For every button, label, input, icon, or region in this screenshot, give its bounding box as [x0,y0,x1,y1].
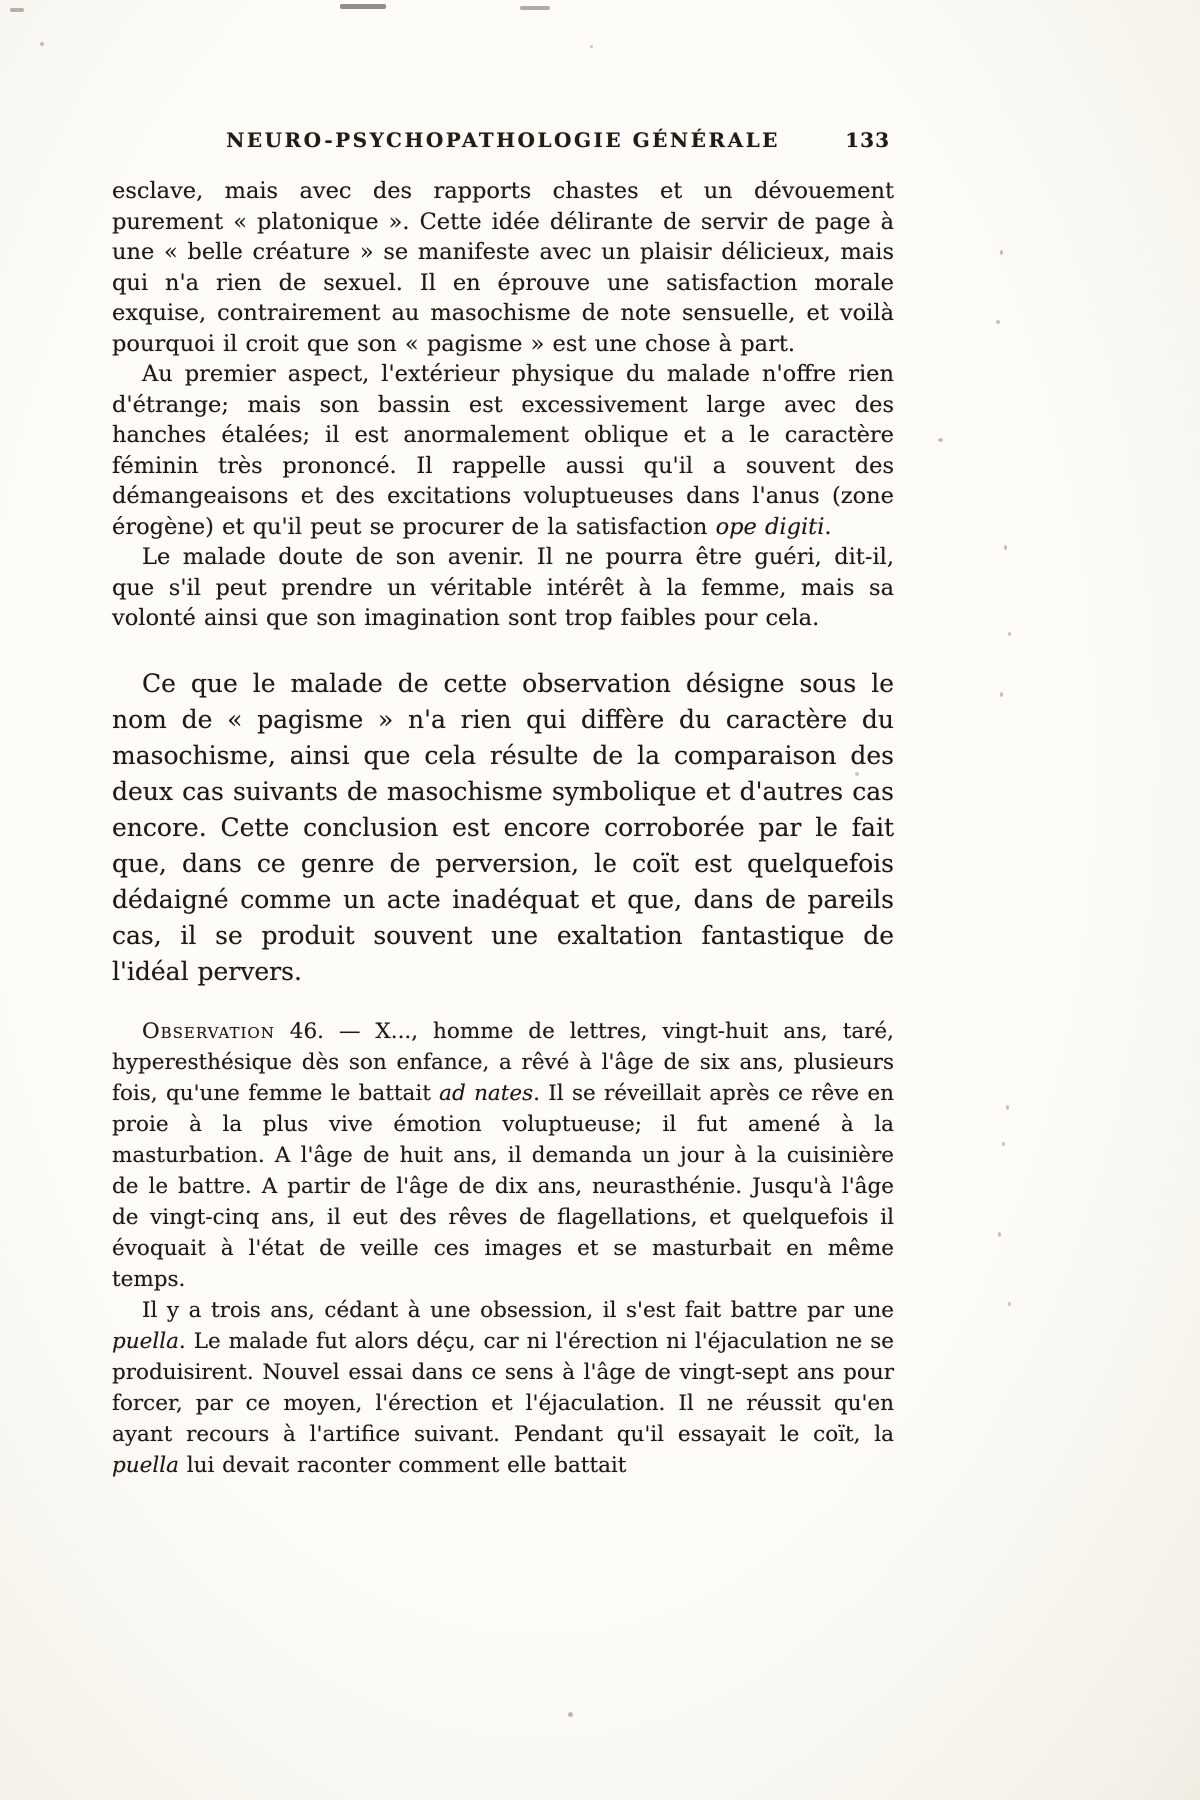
paragraph [112,1016,894,1295]
scan-artifact [520,6,550,10]
text-segment: lui devait raconter comment elle battait [178,1452,627,1478]
speck [998,1232,1001,1237]
text-segment: . Le malade fut alors déçu, car ni l'érection ni l'éjaculation ne se produisirent. Nouvel essai dans ce sens à l'âge de vingt-sept ans pour forcer, par ce moyen, l'érection et l'éjaculation. Il ne réussit qu'en ayant recours à l'artifice suivant. Pendant qu'il essayait le coït, la [112,1328,894,1447]
text-segment: Il y a trois ans, cédant à une obsession, il s'est fait battre par une [142,1297,894,1323]
speck [996,320,1000,324]
speck [855,772,859,776]
paragraph [112,666,894,990]
speck [1002,1142,1005,1146]
speck [568,1712,573,1717]
running-title: NEURO-PSYCHOPATHOLOGIE GÉNÉRALE [226,128,780,152]
text-segment-italic: ope digiti [715,513,825,540]
text-segment-italic: puella [112,1452,179,1478]
paragraph [112,176,894,359]
speck [1006,1105,1009,1110]
text-segment-smallcaps: Observation [142,1018,275,1044]
speck [938,438,943,442]
page-number: 133 [845,128,890,152]
paragraph [112,542,894,634]
text-segment: Ce que le malade de cette observation désigne sous le nom de « pagisme » n'a rien qui diffère du caractère du masochisme, ainsi que cela résulte de la comparaison des deux cas suivants de masochisme symbolique et d'autres cas encore. Cette conclusion est encore corroborée par le fait que, dans ce genre de perversion, le coït est quelquefois dédaigné comme un acte inadéquat et que, dans de pareils cas, il se produit souvent une exaltation fantastique de l'idéal pervers. [112,668,894,986]
speck [1008,1302,1011,1306]
text-segment: Le malade doute de son avenir. Il ne pourra être guéri, dit-il, que s'il peut prendre un véritable intérêt à la femme, mais sa volonté ainsi que son imagination sont trop faibles pour cela. [112,544,894,631]
text-segment-italic: ad nates [439,1080,534,1106]
text-segment: esclave, mais avec des rapports chastes et un dévouement purement « platonique ». Cette idée délirante de servir de page à une « belle créature » se manifeste avec un plaisir délicieux, mais qui n'a rien de sexuel. Il en éprouve une satisfaction morale exquise, contrairement au masochisme de note sensuelle, et voilà pourquoi il croit que son « pagisme » est une chose à part. [112,178,894,357]
text-block [112,176,894,1481]
speck [1004,545,1007,550]
text-segment: Au premier aspect, l'extérieur physique du malade n'offre rien d'étrange; mais son bassin est excessivement large avec des hanches étalées; il est anormalement oblique et a le caractère féminin très prononcé. Il rappelle aussi qu'il a souvent des démangeaisons et des excitations voluptueuses dans l'anus (zone érogène) et qu'il peut se procurer de la satisfaction [112,361,894,540]
text-segment-italic: puella [112,1328,179,1354]
paragraph [112,1295,894,1481]
speck [590,45,593,48]
scan-artifact [340,4,386,9]
speck [1008,632,1011,636]
speck [1000,250,1003,255]
text-segment: 46. — X..., homme de lettres, vingt-huit ans, taré, hyperesthésique dès son enfance, a rêvé à l'âge de six ans, plusieurs fois, qu'une femme le battait [112,1018,894,1106]
text-segment: . [824,513,832,540]
speck [1000,692,1003,697]
speck [40,42,44,46]
scan-artifact [10,8,24,12]
paragraph [112,359,894,542]
page-header [112,128,894,158]
text-segment: . Il se réveillait après ce rêve en proie à la plus vive émotion voluptueuse; il fut amené à la masturbation. A l'âge de huit ans, il demanda un jour à la cuisinière de le battre. A partir de l'âge de dix ans, neurasthénie. Jusqu'à l'âge de vingt-cinq ans, il eut des rêves de flagellations, et quelquefois il évoquait à l'état de veille ces images et se masturbait en même temps. [112,1080,894,1292]
